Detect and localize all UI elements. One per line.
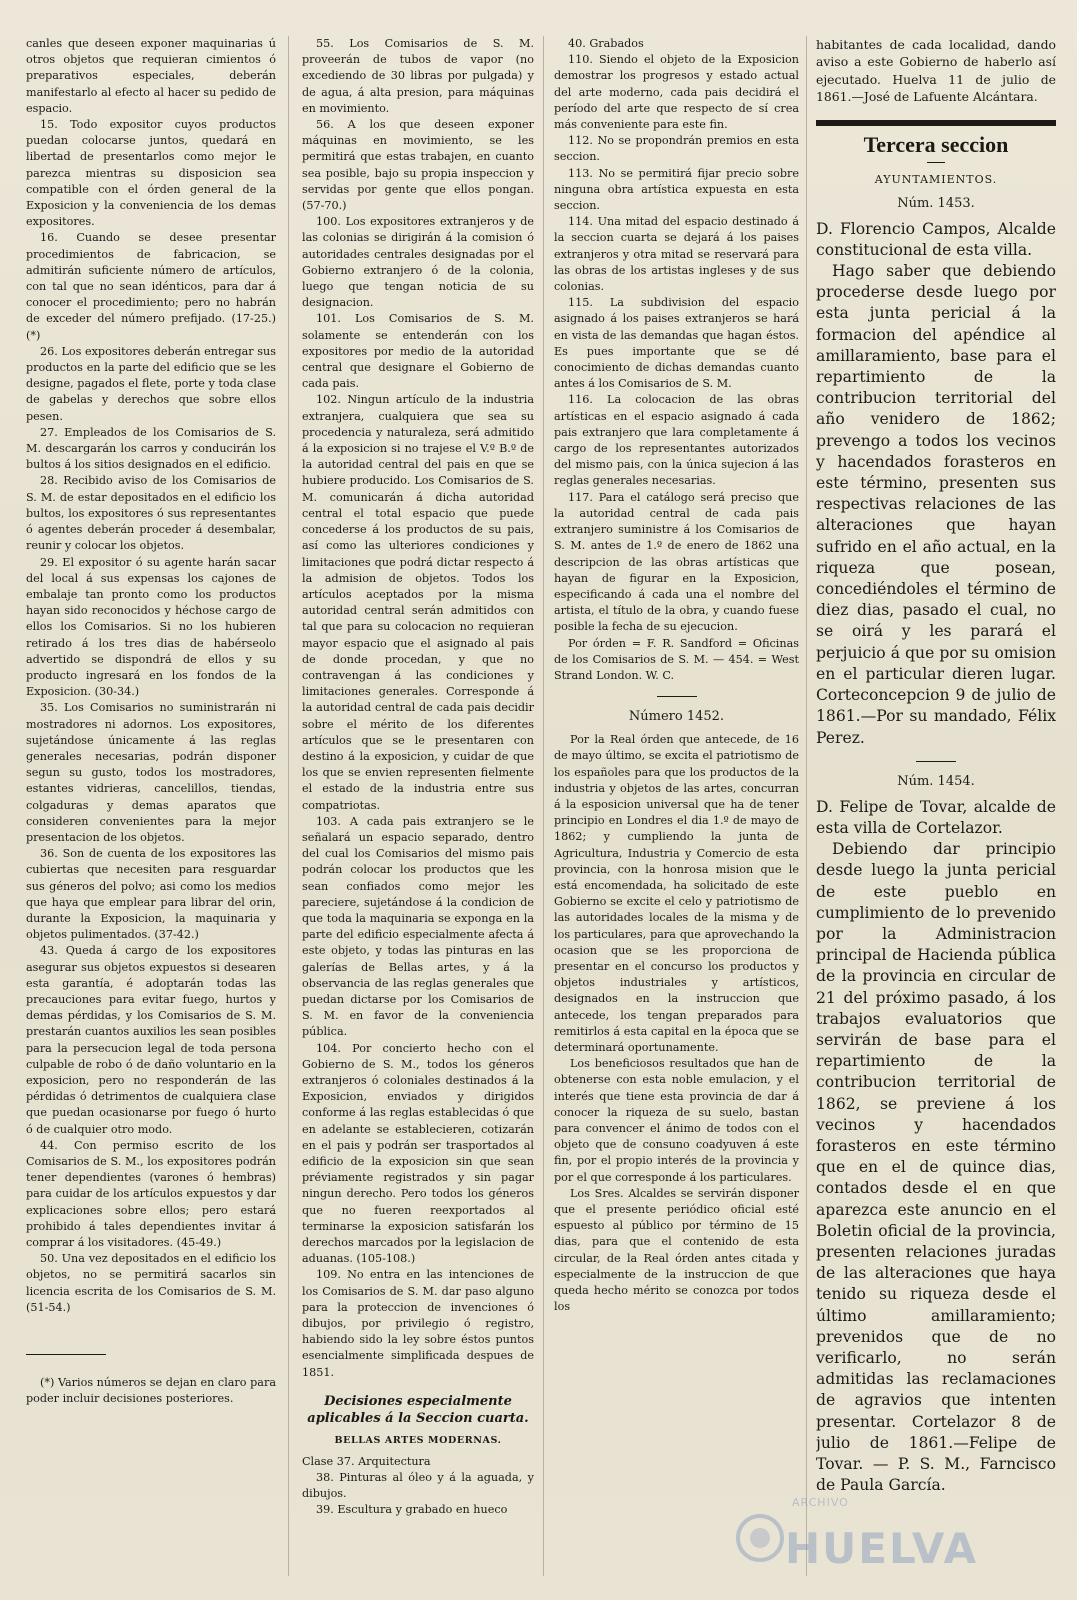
article-110: 110. Siendo el objeto de la Exposicion demostrar los progresos y estado actual del arte moderno, cada pais decidirá el período del arte que respecto de sí crea más conveniente para este fin.	[554, 53, 799, 132]
article-104: 104. Por concierto hecho con el Gobierno de S. M., todos los géneros extranjeros ó coloniales destinados á la Exposicion, enviados y dirigidos conforme á las reglas establecidas ó que en adelante se establecieren, cotizarán en el pais y podrán ser trasportados al edificio de la exposicion sin que sean préviamente registrados y sin pagar ningun derecho. Pero todos los géneros que no fueren reexportados al terminarse la exposicion satisfarán los derechos marcados por la legislacion de aduanas. (105-108.)	[302, 1041, 534, 1266]
article-56: 56. A los que deseen exponer máquinas en movimiento, se les permitirá que estas trabajen, en cuanto sea posible, bajo su propia inspeccion y servidas por gente que ellos pongan. (57-70.)	[302, 118, 534, 213]
article-117: 117. Para el catálogo será preciso que la autoridad central de cada pais extranjero suministre á los Comisarios de S. M. antes de 1.º de enero de 1862 una descripcion de las obras artísticas que hayan de figurar en la Exposicion, especificando á cada una el nombre del artista, el título de la obra, y cuando fuese posible la fecha de su ejecucion.	[554, 490, 799, 634]
paragraph: D. Florencio Campos, Alcalde constitucional de esta villa.	[816, 219, 1056, 259]
article-116: 116. La colocacion de las obras artísticas en el espacio asignado á cada pais extranjero que lara completamente á cargo de los representantes autorizados del mismo pais, con la única sujecion á las reglas generales necesarias.	[554, 393, 799, 488]
paragraph: Los beneficiosos resultados que han de obtenerse con esta noble emulacion, y el interés que tiene esta provincia de dar á conocer la riqueza de su suelo, bastan para convencer el ánimo de todos con el objeto que de consuno coadyuven á este fin, por el propio interés de la provincia y por el que corresponde á los particulares.	[554, 1057, 799, 1184]
watermark-subtitle: ARCHIVO	[792, 1496, 849, 1509]
article-36: 36. Son de cuenta de los expositores las cubiertas que necesiten para resguardar sus géneros del polvo; asi como los medios que haya que emplear para librar del orin, durante la Exposicion, la maquinaria y objetos pulimentados. (37-42.)	[26, 847, 276, 942]
article-44: 44. Con permiso escrito de los Comisarios de S. M., los expositores podrán tener dependientes (varones ó hembras) para cuidar de los artículos expuestos y dar explicaciones sobre ellos; pero estará prohibido á tales dependientes invitar á comprar á los visitadores. (45-49.)	[26, 1138, 276, 1250]
class-39: 39. Escultura y grabado en hueco	[316, 1503, 508, 1517]
article-114: 114. Una mitad del espacio destinado á la seccion cuarta se dejará á los paises extranjeros y otra mitad se reservará para las obras de los artistas ingleses y de sus colonias.	[554, 215, 799, 294]
paragraph: Por la Real órden que antecede, de 16 de mayo último, se excita el patriotismo de los españoles para que los productos de la industria y objetos de las artes, concurran á la esposicion universal que ha de tener principio en Londres el dia 1.º de mayo de 1862; y cumpliendo la junta de Agricultura, Industria y Comercio de esta provincia, con la honrosa mision que le está encomendada, ha solicitado de este Gobierno se excite el celo y patriotismo de las autoridades locales de la misma y de los particulares, para que aprovechando la ocasion que se les proporciona de presentar en el concurso los productos y objetos industriales y artísticos, designados en la instruccion que antecede, los tengan preparados para remitirlos á esta capital en la época que se determinará oportunamente.	[554, 733, 799, 1054]
watermark-text: HUELVA	[785, 1524, 979, 1573]
notice-1453	[816, 219, 1056, 749]
class-40: 40. Grabados	[568, 37, 644, 50]
article-28: 28. Recibido aviso de los Comisarios de S. M. de estar depositados en el edificio los bultos, los expositores ó sus representantes ó agentes deberán proceder á desembalar, reunir y colocar los objetos.	[26, 474, 276, 553]
column-4	[816, 36, 1056, 1581]
article-113: 113. No se permitirá fijar precio sobre ninguna obra artística expuesta en esta seccion.	[554, 166, 799, 213]
paragraph: Hago saber que debiendo procederse desde luego por esta junta pericial á la formacion del apéndice al amillaramiento, base para el repartimiento de la contribucion territorial del año venidero de 1862; prevengo a todos los vecinos y hacendados forasteros en este término, presenten sus respectivas relaciones de las alteraciones que hayan sufrido en el año actual, en la riqueza que posean, concediéndoles el término de diez dias, pasado el cual, no se oirá y les parará el perjuicio á que por su omision en el particular dieren lugar. Corteconcepcion 9 de julio de 1861.—Por su mandado, Félix Perez.	[816, 262, 1056, 747]
article-55: 55. Los Comisarios de S. M. proveerán de tubos de vapor (no excediendo de 30 libras por pulgada) y de agua, á alta presion, para máquinas en movimiento.	[302, 37, 534, 115]
article-101: 101. Los Comisarios de S. M. solamente se entenderán con los expositores por medio de la autoridad central que designare el Gobierno de cada pais.	[302, 312, 534, 391]
article-100: 100. Los expositores extranjeros y de las colonias se dirigirán á la comision ó autoridades centrales designadas por el Gobierno extranjero ó de la colonia, luego que tengan noticia de su designacion.	[302, 215, 534, 310]
paragraph: Debiendo dar principio desde luego la junta pericial de este pueblo en cumplimiento de lo prevenido por la Administracion principal de Hacienda pública de la provincia en circular de 21 del próximo pasado, á los trabajos evaluatorios que servirán de base para el repartimiento de la contribucion territorial de 1862, se previene á los vecinos y hacendados forasteros en este término que en el de quince dias, contados desde el en que aparezca este anuncio en el Boletin oficial de la provincia, presenten relaciones juradas de las alteraciones que haya tenido su riqueza desde el último amillaramiento; prevenidos que de no verificarlo, no serán admitidas las reclamaciones de agravios que intenten presentar. Cortelazor 8 de julio de 1861.—Felipe de Tovar. — P. S. M., Farncisco de Paula García.	[816, 840, 1056, 1495]
paragraph: habitantes de cada localidad, dando aviso a este Gobierno de haberlo así ejecutado. Huelva 11 de julio de 1861.—José de Lafuente Alcántara.	[816, 37, 1056, 105]
article-112: 112. No se propondrán premios en esta seccion.	[554, 134, 799, 164]
column-rule	[288, 36, 289, 1576]
divider	[927, 162, 945, 163]
article-26: 26. Los expositores deberán entregar sus productos en la parte del edificio que se les designe, pagados el flete, porte y toda clase de gabelas y derechos que sobre ellos pesen.	[26, 344, 276, 423]
number-heading: Número 1452.	[628, 709, 725, 725]
article-102: 102. Ningun artículo de la industria extranjera, cualquiera que sea su procedencia y naturaleza, será admitido á la exposicion si no trajese el V.º B.º de la autoridad central del pais en que se hubiere producido. Los Comisarios de S. M. comunicarán á dicha autoridad central el total espacio que puede concederse á los productos de su pais, así como las ulteriores condiciones y limitaciones que podrá dictar respecto á la admision de objetos. Todos los artículos aceptados por la misma autoridad central serán admitidos con tal que para su colocacion no requieran mayor espacio que el asignado al pais de donde procedan, y que no contravengan á las condiciones y limitaciones generales. Corresponde á la autoridad central de cada pais decidir sobre el mérito de los diferentes artículos que se le presentaren con destino á la exposicion, y cuidar de que los que se envien representen fielmente el estado de la industria entre sus compatriotas.	[302, 393, 534, 812]
class-38: 38. Pinturas al óleo y á la aguada, y dibujos.	[302, 1471, 534, 1501]
section-title: Tercera seccion	[863, 131, 1009, 157]
column-3	[554, 36, 799, 1581]
article-43: 43. Queda á cargo de los expositores asegurar sus objetos expuestos si desearen esta garantía, é adoptarán todas las precauciones para evitar fuego, hurtos y demas pérdidas, y los Comisarios de S. M. prestarán cuantos auxilios les sean posibles para la persecucion legal de toda persona culpable de robo ó de daño voluntario en la exposicion, pero no responderán de las pérdidas ó detrimentos de cualquiera clase que puedan ocasionarse por fuego ó hurto ó de cualquier otro modo.	[26, 944, 276, 1136]
section-rule	[816, 120, 1056, 126]
number-heading: Núm. 1453.	[897, 195, 975, 211]
article-27: 27. Empleados de los Comisarios de S. M. descargarán los carros y conducirán los bultos á los sitios designados en el edificio.	[26, 425, 276, 472]
column-rule	[806, 36, 807, 1576]
article-115: 115. La subdivision del espacio asignado á los paises extranjeros se hará en vista de las demandas que hagan éstos. Es pues importante que se dé conocimiento de dichas demandas cuanto antes á los Comisarios de S. M.	[554, 296, 799, 391]
number-heading: Núm. 1454.	[897, 773, 975, 789]
footnote: (*) Varios números se dejan en claro para poder incluir decisiones posteriores.	[26, 1376, 276, 1406]
article-15: 15. Todo expositor cuyos productos puedan colocarse juntos, quedará en libertad de presentarlos como mejor le parezca mientras su disposicion sea compatible con el órden general de la Exposicion y la conveniencia de los demas expositores.	[26, 118, 276, 229]
article-50: 50. Una vez depositados en el edificio los objetos, no se permitirá sacarlos sin licencia escrita de los Comisarios de S. M. (51-54.)	[26, 1252, 276, 1314]
article-109: 109. No entra en las intenciones de los Comisarios de S. M. dar paso alguno para la proteccion de invenciones ó dibujos, por privilegio ó registro, habiendo sido la ley sobre éstos puntos esencialmente simplificada despues de 1851.	[302, 1268, 534, 1379]
ayuntamientos-heading: AYUNTAMIENTOS.	[874, 172, 998, 186]
article-29: 29. El expositor ó su agente harán sacar del local á sus expensas los cajones de embalaje tan pronto como los productos hayan sido reconocidos y héchose cargo de ellos los Comisarios. Si no los hubieren retirado á los tres dias de habérseolo advertido se dispondrá de ellos y su producto ingresará en los fondos de la Exposicion. (30-34.)	[26, 555, 276, 699]
footnote-divider	[26, 1354, 106, 1355]
column-2	[302, 36, 534, 1581]
class-37: Clase 37. Arquitectura	[302, 1454, 431, 1468]
notice-1454	[816, 797, 1056, 1497]
divider	[657, 696, 697, 697]
article-103: 103. A cada pais extranjero se le señalará un espacio separado, dentro del cual los Comisarios del mismo pais podrán colocar los productos que les sean confiados como mejor les pareciere, sujetándose á la condicion de que toda la maquinaria se exponga en la parte del edificio especialmente afecta á este objeto, y todas las pinturas en las galerías de Bellas artes, y á la observancia de las reglas generales que puedan dictarse por los Comisarios de S. M. en favor de la conveniencia pública.	[302, 814, 534, 1039]
column-rule	[543, 36, 544, 1576]
bellas-artes-heading: BELLAS ARTES MODERNAS.	[334, 1434, 502, 1446]
paragraph: canles que deseen exponer maquinarias ú otros objetos que requieran cimientos ó preparativos especiales, deberán manifestarlo al efecto al hacer su pedido de espacio.	[26, 37, 276, 115]
article-35: 35. Los Comisarios no suministrarán ni mostradores ni adornos. Los expositores, sujetándose únicamente á las reglas generales necesarias, podrán disponer segun su gusto, todos los mostradores, estantes vidrieras, cancelillos, tiendas, colgaduras y demas aparatos que consideren convenientes para la mejor presentacion de los objetos.	[26, 701, 276, 844]
notice-body	[554, 732, 799, 1315]
paragraph: Los Sres. Alcaldes se servirán disponer que el presente periódico oficial esté espuesto al público por término de 15 dias, para que el contenido de esta circular, de la Real órden antes citada y especialmente de la instruccion de que queda hecho mérito se conozca por todos los	[554, 1186, 799, 1314]
column-1	[26, 36, 276, 1581]
article-16: 16. Cuando se desee presentar procedimientos de fabricacion, se admitirán suficiente número de artículos, con tal que no sean idénticos, para dar á conocer el procedimiento; pero no habrán de exceder del número prefijado. (17-25.) (*)	[26, 231, 276, 342]
paragraph: D. Felipe de Tovar, alcalde de esta villa de Cortelazor.	[816, 797, 1056, 837]
divider	[916, 761, 956, 762]
decisions-heading: Decisiones especialmente aplicables á la Seccion cuarta.	[307, 1393, 529, 1426]
signature: Por órden = F. R. Sandford = Oficinas de los Comisarios de S. M. — 454. = West Strand London. W. C.	[554, 636, 799, 682]
